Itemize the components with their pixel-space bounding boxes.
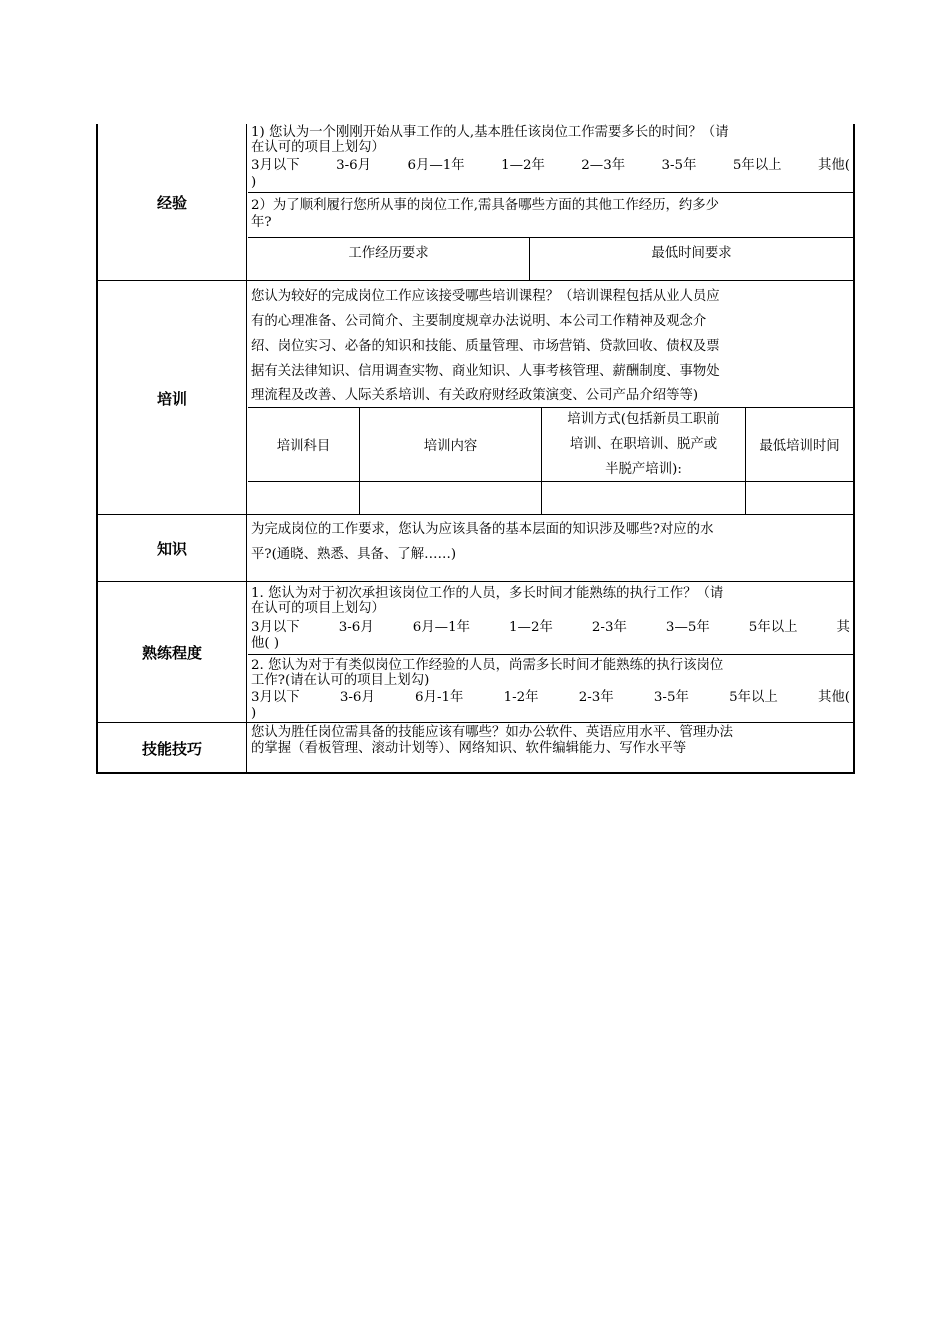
- proficiency-q1-line4: 他( ): [251, 636, 280, 651]
- training-line: 理流程及改善、人际关系培训、有关政府财经政策演变、公司产品介绍等等): [251, 388, 699, 403]
- option[interactable]: 5年以上: [729, 690, 778, 705]
- option[interactable]: 6月-1年: [415, 690, 464, 705]
- min-training-time-cell[interactable]: [746, 482, 853, 515]
- experience-q2-line1: 2）为了顺利履行您所从事的岗位工作,需具备哪些方面的其他工作经历，约多少: [251, 198, 720, 213]
- option[interactable]: 3-6月: [338, 620, 374, 635]
- option[interactable]: 2-3年: [578, 690, 614, 705]
- proficiency-q2-options: [251, 690, 850, 705]
- proficiency-row: [98, 581, 853, 723]
- option[interactable]: 3—5年: [665, 620, 710, 635]
- header-line: 半脱产培训):: [605, 462, 682, 477]
- option[interactable]: 其: [836, 620, 850, 635]
- training-line: 据有关法律知识、信用调查实物、商业知识、人事考核管理、薪酬制度、事物处: [251, 364, 720, 379]
- proficiency-q2-line2: 工作?(请在认可的项目上划勾): [251, 673, 430, 688]
- training-method-header: [542, 407, 745, 481]
- divider: [248, 192, 853, 193]
- proficiency-q1-options: [251, 620, 850, 635]
- training-label: 培训: [98, 281, 247, 515]
- training-content-cell[interactable]: [360, 482, 541, 515]
- divider: [248, 654, 853, 655]
- knowledge-row: [98, 514, 853, 582]
- option[interactable]: 1-2年: [503, 690, 539, 705]
- training-subject-cell[interactable]: [248, 482, 359, 515]
- training-line: 有的心理准备、公司简介、主要制度规章办法说明、本公司工作精神及观念介: [251, 314, 707, 329]
- option[interactable]: 3月以下: [251, 620, 300, 635]
- proficiency-q2-line1: 2. 您认为对于有类似岗位工作经验的人员，尚需多长时间才能熟练的执行该岗位: [251, 658, 724, 673]
- skills-line2: 的掌握（看板管理、滚动计划等）、网络知识、软件编辑能力、写作水平等: [251, 741, 687, 756]
- header-line: 培训方式(包括新员工职前: [567, 412, 720, 427]
- experience-q1-options: [251, 158, 850, 173]
- training-row: [98, 280, 853, 515]
- skills-label: 技能技巧: [98, 723, 247, 773]
- training-subject-header: 培训科目: [276, 438, 331, 454]
- option[interactable]: 其他(: [817, 158, 850, 173]
- experience-content: [248, 124, 853, 280]
- option[interactable]: 5年以上: [732, 158, 782, 173]
- option[interactable]: 3-6月: [339, 690, 375, 705]
- knowledge-content: [248, 515, 853, 582]
- experience-q1-line1: 1) 您认为一个刚刚开始从事工作的人,基本胜任该岗位工作需要多长的时间？（请: [251, 125, 729, 140]
- proficiency-q2-line4: ): [251, 706, 257, 721]
- option[interactable]: 3-6月: [336, 158, 372, 173]
- option[interactable]: 2-3年: [591, 620, 627, 635]
- min-training-time-header: 最低培训时间: [759, 438, 840, 454]
- header-line: 培训、在职培训、脱产或: [569, 437, 718, 452]
- option[interactable]: 5年以上: [748, 620, 798, 635]
- option[interactable]: 3-5年: [653, 690, 689, 705]
- option[interactable]: 6月—1年: [412, 620, 470, 635]
- proficiency-q1-line2: 在认可的项目上划勾）: [251, 601, 385, 616]
- experience-q2-line2: 年?: [251, 215, 272, 230]
- training-method-cell[interactable]: [542, 482, 745, 515]
- training-line: 您认为较好的完成岗位工作应该接受哪些培训课程？（培训课程包括从业人员应: [251, 289, 720, 304]
- option[interactable]: 3-5年: [661, 158, 697, 173]
- proficiency-q1-line1: 1. 您认为对于初次承担该岗位工作的人员，多长时间才能熟练的执行工作？（请: [251, 586, 724, 601]
- knowledge-line2: 平?(通晓、熟悉、具备、了解……): [251, 547, 457, 562]
- training-line: 绍、岗位实习、必备的知识和技能、质量管理、市场营销、贷款回收、债权及票: [251, 339, 720, 354]
- experience-q1-line4: ): [251, 175, 257, 190]
- knowledge-line1: 为完成岗位的工作要求，您认为应该具备的基本层面的知识涉及哪些?对应的水: [251, 522, 714, 537]
- proficiency-label: 熟练程度: [98, 582, 247, 723]
- proficiency-content: [248, 582, 853, 723]
- option[interactable]: 6月—1年: [407, 158, 465, 173]
- experience-q1-line2: 在认可的项目上划勾）: [251, 140, 385, 155]
- skills-content: [248, 723, 853, 773]
- skills-line1: 您认为胜任岗位需具备的技能应该有哪些？如办公软件、英语应用水平、管理办法: [251, 725, 734, 740]
- option[interactable]: 1—2年: [501, 158, 545, 173]
- experience-row: [98, 124, 853, 280]
- training-content-header: 培训内容: [423, 438, 478, 454]
- option[interactable]: 其他(: [817, 690, 850, 705]
- work-history-header: 工作经历要求: [348, 245, 429, 261]
- option[interactable]: 2—3年: [581, 158, 626, 173]
- option[interactable]: 3月以下: [251, 158, 300, 173]
- option[interactable]: 3月以下: [251, 690, 300, 705]
- knowledge-label: 知识: [98, 515, 247, 582]
- experience-label: 经验: [98, 124, 247, 280]
- option[interactable]: 1—2年: [509, 620, 553, 635]
- skills-row: [98, 722, 853, 773]
- min-time-header: 最低时间要求: [651, 245, 732, 261]
- job-analysis-table: [96, 124, 855, 774]
- training-content: [248, 281, 853, 515]
